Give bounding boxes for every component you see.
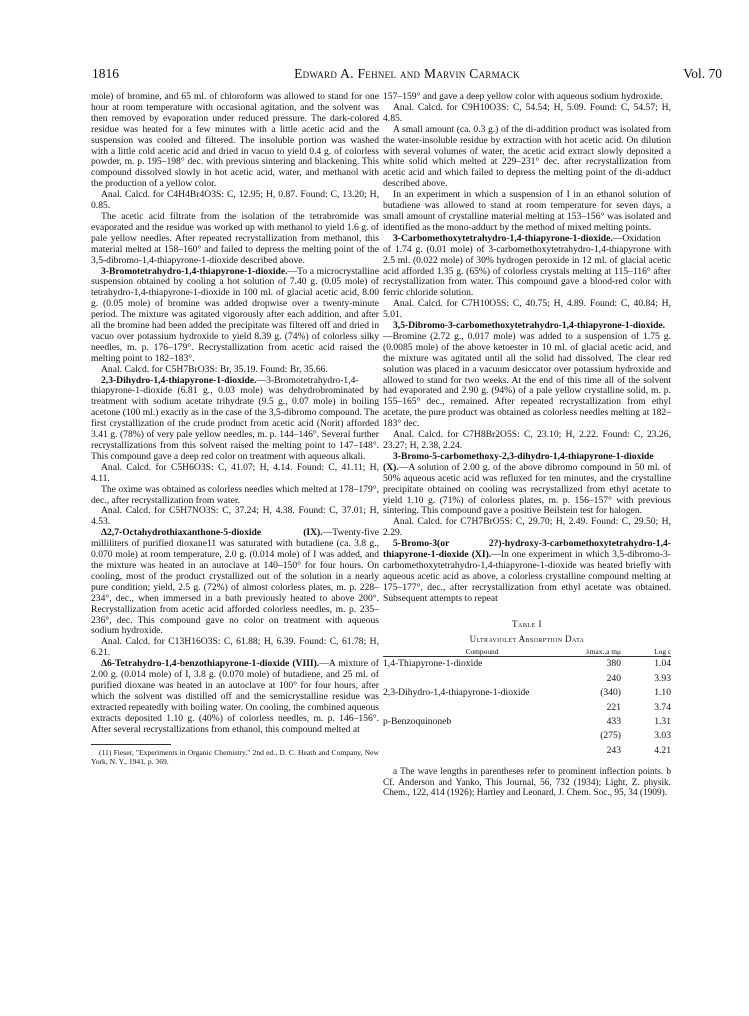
footnote-divider: [91, 744, 171, 745]
section-heading: 3,5-Dibromo-3-carbomethoxytetrahydro-1,4-thiapyrone-1-dioxide.: [393, 320, 666, 332]
paragraph-text: Anal. Calcd. for C5H7BrO3S: Br, 35.19. Found: Br, 35.66.: [101, 363, 328, 375]
paragraph: [383, 452, 671, 517]
table-row: [383, 701, 671, 715]
paragraph-text: Anal. Calcd. for C4H4Br4O3S: C, 12.95; H, 0.87. Found: C, 13.20; H, 0.85.: [91, 189, 379, 212]
paragraph: [91, 376, 379, 463]
paragraph: [91, 463, 379, 485]
paragraph-text: —Twenty-five milliliters of purified dioxane11 was saturated with butadiene (ca. 3.8 g., 0.070 mole) at room temperature, 2.0 g. (0.014 mole) of I was added, and the mixture was heated in an autoclave at 140–150° for four hours. On cooling, most of the product crystallized out of the solution in a nearly pure condition; yield, 2.5 g. (72%) of almost colorless plates, m. p. 228–234°, dec., when immersed in a bath previously heated to above 200°. Recrystallization from acetic acid afforded colorless needles, m. p. 235–236°, dec. This compound gave no color on treatment with aqueous sodium hydroxide.: [91, 527, 379, 637]
paragraph-text: Anal. Calcd. for C5H6O3S: C, 41.07; H, 4.14. Found: C, 41.11; H, 4.11.: [91, 461, 379, 484]
right-column-body: [383, 92, 671, 605]
paragraph: [383, 125, 671, 190]
cell-compound: [383, 729, 581, 743]
paragraph: [383, 299, 671, 321]
paragraph: [383, 103, 671, 125]
author-names: Edward A. Fehnel and Marvin Carmack: [294, 66, 520, 81]
table-subtitle: Ultraviolet Absorption Data: [469, 633, 585, 644]
section-heading: 3-Bromo-5-carbomethoxy-2,3-dihydro-1,4-thiapyrone-1-dioxide (X).: [383, 450, 654, 473]
page-number: 1816: [92, 66, 119, 81]
cell-log: 3.03: [654, 730, 671, 742]
column-header-compound: Compound: [465, 647, 499, 657]
section-heading: 3-Carbomethoxytetrahydro-1,4-thiapyrone-1-dioxide.: [393, 232, 613, 244]
paragraph: [91, 212, 379, 267]
paragraph: [383, 539, 671, 604]
paragraph-text: Anal. Calcd. for C7H7BrO5S: C, 29.70; H, 2.49. Found: C, 29.50; H, 2.29.: [383, 516, 671, 539]
paragraph: [383, 430, 671, 452]
cell-lambda: 221: [606, 701, 621, 713]
paragraph: [91, 637, 379, 659]
running-head: [92, 66, 722, 84]
cell-compound: 1,4-Thiapyrone-1-dioxide: [383, 658, 483, 670]
cell-compound: [383, 701, 581, 715]
paragraph: [91, 528, 379, 637]
left-column-body: [91, 92, 379, 735]
cell-lambda: 240: [606, 672, 621, 684]
paragraph-text: —In one experiment in which 3,5-dibromo-3-carbomethoxytetrahydro-1,4-thiapyrone-1-dioxide was heated briefly with aqueous acetic acid as above, a colorless crystalline compound melting at 175–177°, dec., after recrystallization from ethyl acetate was obtained. Subsequent attempts to repeat: [383, 549, 671, 604]
paragraph-text: mole) of bromine, and 65 ml. of chloroform was allowed to stand for one hour at room temperature with occasional agitation, and the solvent was then removed by evaporation under reduced pressure. The dark-colored residue was heated for a few minutes with a little acetic acid and the suspension was cooled and filtered. The insoluble portion was washed with a little cold acetic acid and dried in vacuo to yield 0.4 g. of colorless powder, m. p. 195–198° dec. with previous sintering and blackening. This compound dissolved slowly in hot acetic acid, water, and methanol with the production of a yellow color.: [91, 91, 379, 190]
paragraph-text: —A solution of 2.00 g. of the above dibromo compound in 50 ml. of 50% aqueous acetic acid was refluxed for ten minutes, and the crystalline precipitate obtained on cooling was recrystallized from ethyl acetate to yield 1.10 g. (71%) of colorless plates, m. p. 156–157° with previous sintering. This compound gave a positive Beilstein test for halogen.: [383, 461, 671, 517]
paragraph-text: 157–159° and gave a deep yellow color with aqueous sodium hydroxide.: [383, 91, 663, 102]
cell-lambda: (340): [600, 687, 621, 699]
cell-lambda: 243: [606, 744, 621, 756]
table-title: Table I: [512, 618, 542, 629]
table-row: [383, 686, 671, 700]
cell-lambda: 380: [606, 658, 621, 670]
paragraph-text: The acetic acid filtrate from the isolation of the tetrabromide was evaporated and the residue was worked up with methanol to yield 1.6 g. of pale yellow needles. After repeated recrystallization from methanol, this material melted at 158–160° and failed to depress the melting point of the 3,5-dibromo-1,4-thiapyrone-1-dioxide described above.: [91, 210, 379, 266]
column-header-lambda: λmax.,a mμ: [586, 647, 621, 657]
paragraph-text: —To a microcrystalline suspension obtained by cooling a hot solution of 7.40 g. (0.05 mole) of tetrahydro-1,4-thiapyrone-1-dioxide in 100 ml. of glacial acetic acid, 8.00 g. (0.05 mole) of bromine was added dropwise over a twenty-minute period. The mixture was agitated vigorously after each addition, and after all the bromine had been added the precipitate was filtered off and dried in vacuo over potassium hydroxide to yield 8.39 g. (74%) of colorless silky needles, m. p. 176–179°. Recrystallization from acetic acid raised the melting point to 182–183°.: [91, 265, 379, 364]
cell-compound: p-Benzoquinoneb: [383, 716, 452, 728]
section-heading: Δ2,7-Octahydrothiaxanthone-5-dioxide (IX).: [101, 527, 323, 539]
paragraph: [91, 506, 379, 528]
cell-lambda: (275): [600, 730, 621, 742]
paragraph-text: —3-Bromotetrahydro-1,4-thiapyrone-1-dioxide (6.81 g., 0.03 mole) was dehydrobrominated by treatment with sodium acetate trihydrate (9.5 g., 0.07 mole) in boiling acetone (100 ml.) exactly as in the case of the 3,5-dibromo compound. The first crystallization of the crude product from acetic acid (Norit) afforded 3.41 g. (78%) of very pale yellow needles, m. p. 144–146°. Several further recrystallizations from this solvent raised the melting point to 147–148°. This compound gave a deep red color on treatment with aqueous alkali.: [91, 374, 379, 462]
paragraph-text: —A mixture of 2.00 g. (0.014 mole) of I, 3.8 g. (0.070 mole) of butadiene, and 25 ml. of purified dioxane was heated in an autoclave at 100° for four hours, after which the solvent was distilled off and the semicrystalline residue was extracted repeatedly with boiling water. On cooling, the combined aqueous extracts deposited 1.10 g. (40%) of colorless needles, m. p. 146–156°. After several recrystallizations from ethanol, this compound melted at: [91, 658, 379, 735]
section-heading: 3-Bromotetrahydro-1,4-thiapyrone-1-dioxide.: [101, 265, 288, 277]
paragraph: [91, 485, 379, 507]
paragraph: [383, 517, 671, 539]
cell-log: 1.04: [654, 658, 671, 670]
cell-log: 4.21: [654, 744, 671, 756]
table-row: [383, 744, 671, 758]
paragraph: [91, 92, 379, 190]
volume-label: Vol. 70: [683, 66, 722, 81]
paragraph-text: Anal. Calcd. for C9H10O3S: C, 54.54; H, 5.09. Found: C, 54.57; H, 4.85.: [383, 101, 671, 124]
cell-log: 1.10: [654, 687, 671, 699]
paragraph-text: Anal. Calcd. for C13H16O3S: C, 61.88; H, 6.39. Found: C, 61.78; H, 6.21.: [91, 636, 379, 659]
table-row: [383, 715, 671, 729]
paragraph: [91, 267, 379, 365]
right-column: [383, 92, 671, 799]
section-heading: Δ6-Tetrahydro-1,4-benzothiapyrone-1-dioxide (VIII).: [101, 658, 320, 670]
paragraph-text: A small amount (ca. 0.3 g.) of the di-addition product was isolated from the water-insoluble residue by extraction with hot acetic acid. On dilution with several volumes of water, the acetic acid extract slowly deposited a white solid which melted at 229–231° dec. after recrystallization from acetic acid and which failed to depress the melting point of the di-adduct described above.: [383, 123, 671, 190]
paragraph-text: —Bromine (2.72 g., 0.017 mole) was added to a suspension of 1.75 g. (0.0085 mole) of the above ketoester in 10 ml. of glacial acetic acid, and the mixture was agitated until all the solid had dissolved. The clear red solution was placed in a vacuum desiccator over potassium hydroxide and allowed to stand for two weeks. At the end of this time all of the solvent had evaporated and 2.90 g. (94%) of a pale yellow crystalline solid, m. p. 155–165° dec., remained. After repeated recrystallization from ethyl acetate, the pure product was obtained as colorless needles melting at 182–183° dec.: [383, 330, 671, 430]
cell-log: 3.74: [654, 701, 671, 713]
paragraph-text: Anal. Calcd. for C7H8Br2O5S: C, 23.10; H, 2.22. Found: C, 23.26, 23.27; H, 2.38, 2.24.: [383, 429, 671, 451]
column-header-log: Log ε: [654, 647, 671, 657]
table-footnotes: a The wave lengths in parentheses refer to prominent inflection points. b Cf. Anderson and Yanko, This Journal, 56, 732 (1934); Light, Z. physik. Chem., 122, 414 (1926); Hartley and Leonard, J. Chem. Soc., 95, 34 (1909).: [383, 767, 671, 799]
cell-compound: [383, 744, 581, 758]
cell-log: 3.93: [654, 672, 671, 684]
cell-log: 1.31: [654, 716, 671, 728]
paragraph: [383, 190, 671, 234]
footnote: (11) Fieser, "Experiments in Organic Chemistry," 2nd ed., D. C. Heath and Company, New York, N. Y., 1941, p. 369.: [91, 748, 379, 767]
left-column: [91, 92, 379, 766]
table-row: [383, 657, 671, 672]
section-heading: 2,3-Dihydro-1,4-thiapyrone-1-dioxide.: [101, 374, 257, 386]
paragraph-text: The oxime was obtained as colorless needles which melted at 178–179°, dec., after recrystallization from water.: [91, 483, 379, 506]
paragraph-text: Anal. Calcd. for C7H10O5S: C, 40.75; H, 4.89. Found: C, 40.84; H, 5.01.: [383, 298, 671, 321]
table-body: [383, 657, 671, 758]
cell-compound: 2,3-Dihydro-1,4-thiapyrone-1-dioxide: [383, 687, 530, 699]
table-row: [383, 729, 671, 743]
section-heading: 5-Bromo-3(or 2?)-hydroxy-3-carbomethoxytetrahydro-1,4-thiapyrone-1-dioxide (XI).: [383, 538, 671, 561]
cell-lambda: 433: [606, 716, 621, 728]
paragraph-text: Anal. Calcd. for C5H7NO3S: C, 37.24; H, 4.38. Found: C, 37.01; H, 4.53.: [91, 505, 379, 528]
paragraph-text: In an experiment in which a suspension of I in an ethanol solution of butadiene was allowed to stand at room temperature for seven days, a small amount of crystalline material melting at 153–156° was isolated and identified as the mono-adduct by the method of mixed melting points.: [383, 189, 671, 233]
paragraph: [91, 659, 379, 735]
paragraph: [383, 321, 671, 430]
table-row: [383, 672, 671, 686]
paragraph-text: —Oxidation of 1.74 g. (0.01 mole) of 3-carbomethoxytetrahydro-1,4-thiapyrone with 2.5 ml. (0.022 mole) of 30% hydrogen peroxide in 12 ml. of glacial acetic acid afforded 1.35 g. (65%) of colorless crystals melting at 115–116° after recrystallization from water. This compound gave a blood-red color with ferric chloride solution.: [383, 232, 671, 299]
cell-compound: [383, 672, 581, 686]
uv-absorption-table: [383, 647, 671, 758]
paragraph: [383, 234, 671, 299]
table-header-row: [383, 647, 671, 657]
paragraph: [91, 190, 379, 212]
